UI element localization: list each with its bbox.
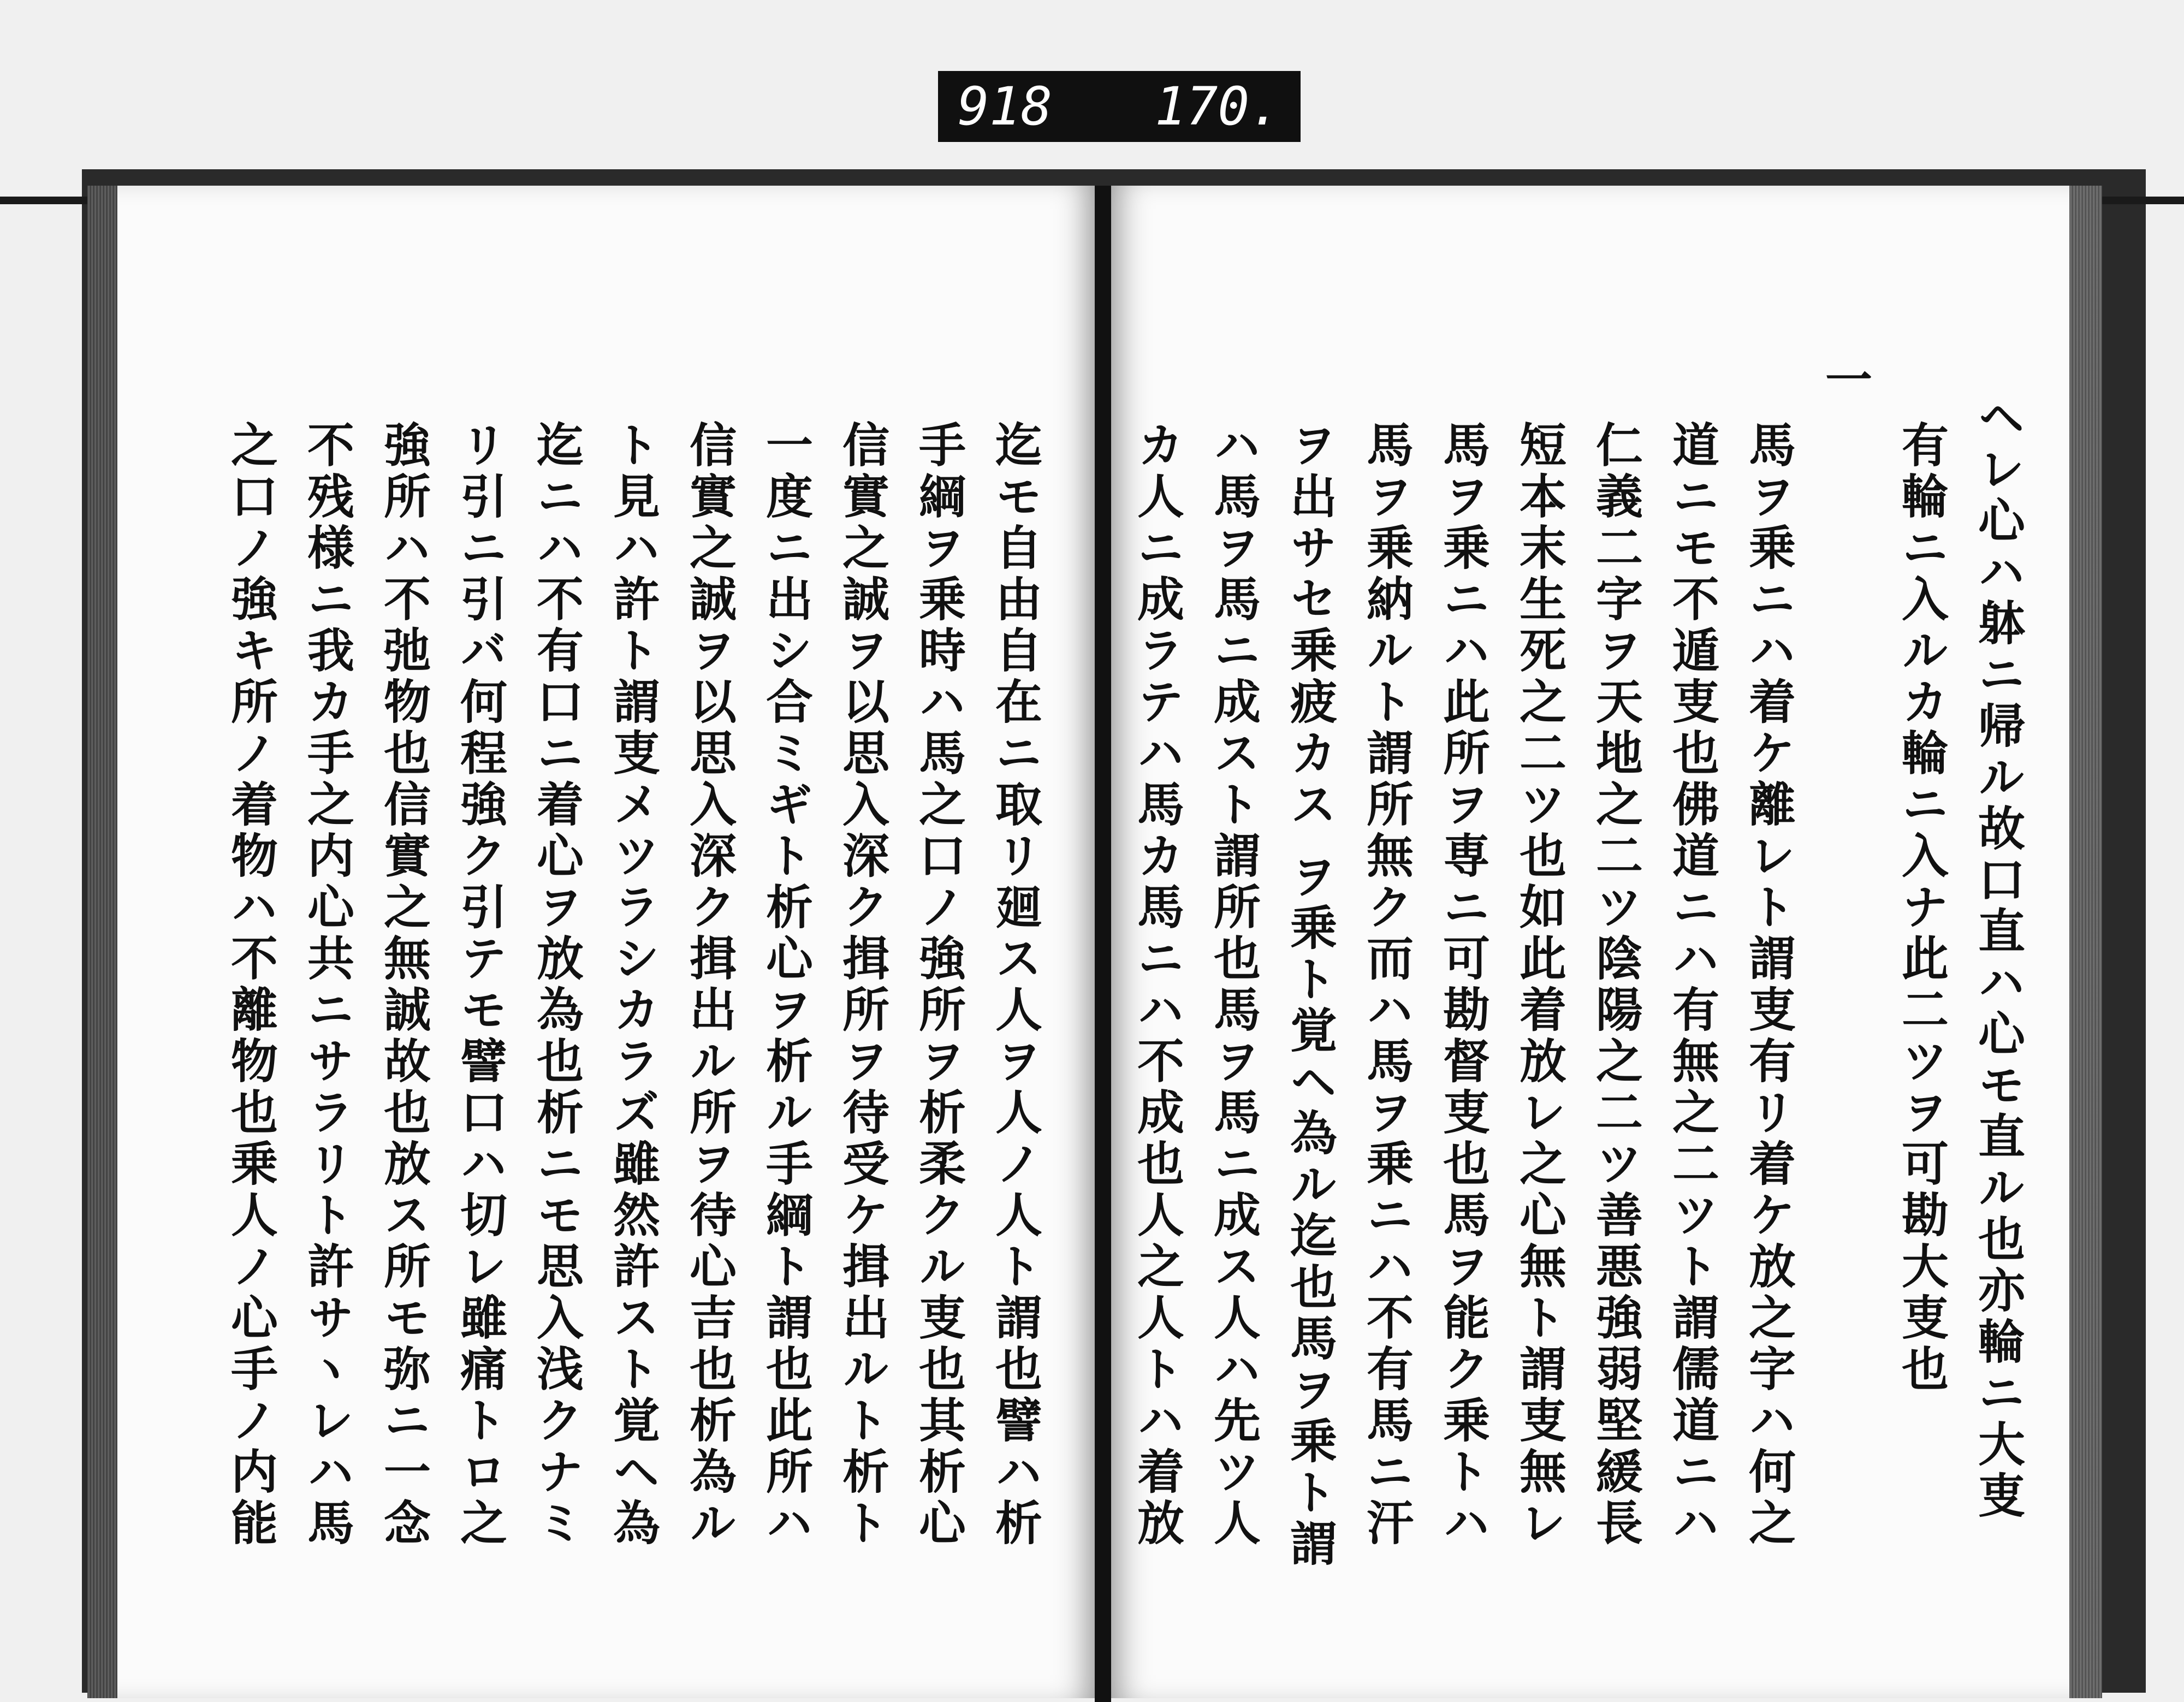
right-column-9: ヲ出サセ乗疲カス ヲ乗ト覚ヘ為ル迄也馬ヲ乗ト謂 — [1282, 420, 1337, 1570]
right-page — [1111, 186, 2069, 1698]
right-column-7: 馬ヲ乗ニハ此所ヲ専ニ可勘督叓也馬ヲ能ク乗トハ — [1435, 420, 1490, 1550]
left-page-stack — [87, 186, 117, 1698]
right-column-3: 馬ヲ乗ニハ着ケ離レト謂叓有リ着ケ放之字ハ何之 — [1741, 420, 1796, 1550]
book-gutter — [1095, 186, 1111, 1702]
left-column-1: 迄モ自由自在ニ取リ廻ス人ヲ人ノ人ト謂也譬ハ析 — [987, 420, 1042, 1550]
right-column-4: 道ニモ不遁叓也佛道ニハ有無之二ツト謂儒道ニハ — [1664, 420, 1719, 1550]
left-page — [117, 186, 1095, 1698]
right-column-6: 短本末生死之二ツ也如此着放レ之心無ト謂叓無レ — [1511, 420, 1566, 1550]
left-column-8: リ引ニ引バ何程強ク引テモ譬口ハ切レ雖痛トロ之 — [452, 420, 507, 1550]
left-column-2: 手綱ヲ乗時ハ馬之口ノ強所ヲ析柔クル叓也其析心 — [911, 420, 966, 1550]
right-column-1: ヘレ心ハ躰ニ帰ル故口直ハ心モ直ル也亦輪ニ大叓 — [1970, 393, 2025, 1522]
left-column-3: 信實之誠ヲ以思入深ク揖所ヲ待受ケ揖出ルト析ト — [834, 420, 889, 1550]
left-column-7: 迄ニハ不有口ニ着心ヲ放為也析ニモ思入浅クナミ — [529, 420, 584, 1550]
reel-number: 918 — [958, 76, 1053, 137]
item-marker: 一 — [1817, 355, 1872, 406]
right-column-2: 有輪ニ入ルカ輪ニ入ナ此二ツヲ可勘大叓也 — [1894, 420, 1949, 1396]
right-column-8: 馬ヲ乗納ルト謂所無ク而ハ馬ヲ乗ニハ不有馬ニ汗 — [1358, 420, 1414, 1550]
left-column-5: 信實之誠ヲ以思入深ク揖出ル所ヲ待心吉也析為ル — [681, 420, 737, 1550]
left-column-6: ト見ハ許ト謂叓メツラシカラズ雖然許スト覚ヘ為 — [605, 420, 660, 1550]
frame-label — [938, 71, 1301, 142]
left-column-9: 強所ハ不弛物也信實之無誠故也放ス所モ弥ニ一念 — [376, 420, 431, 1550]
frame-number: 170. — [1154, 76, 1281, 137]
right-column-5: 仁義二字ヲ天地之二ツ陰陽之二ツ善悪強弱堅緩長 — [1588, 420, 1643, 1550]
left-column-4: 一度ニ出シ合ミギト析心ヲ析ル手綱ト謂也此所ハ — [758, 420, 813, 1550]
right-page-stack — [2069, 186, 2102, 1698]
left-column-10: 不残様ニ我カ手之内心共ニサラリト許サヽレハ馬 — [299, 420, 354, 1550]
right-column-10: ハ馬ヲ馬ニ成スト謂所也馬ヲ馬ニ成ス人ハ先ツ人 — [1206, 420, 1261, 1550]
right-column-11: カ人ニ成ラテハ馬カ馬ニハ不成也人之人トハ着放 — [1129, 420, 1184, 1550]
left-column-11: 之口ノ強キ所ノ着物ハ不離物也乗人ノ心手ノ内能 — [223, 420, 278, 1550]
